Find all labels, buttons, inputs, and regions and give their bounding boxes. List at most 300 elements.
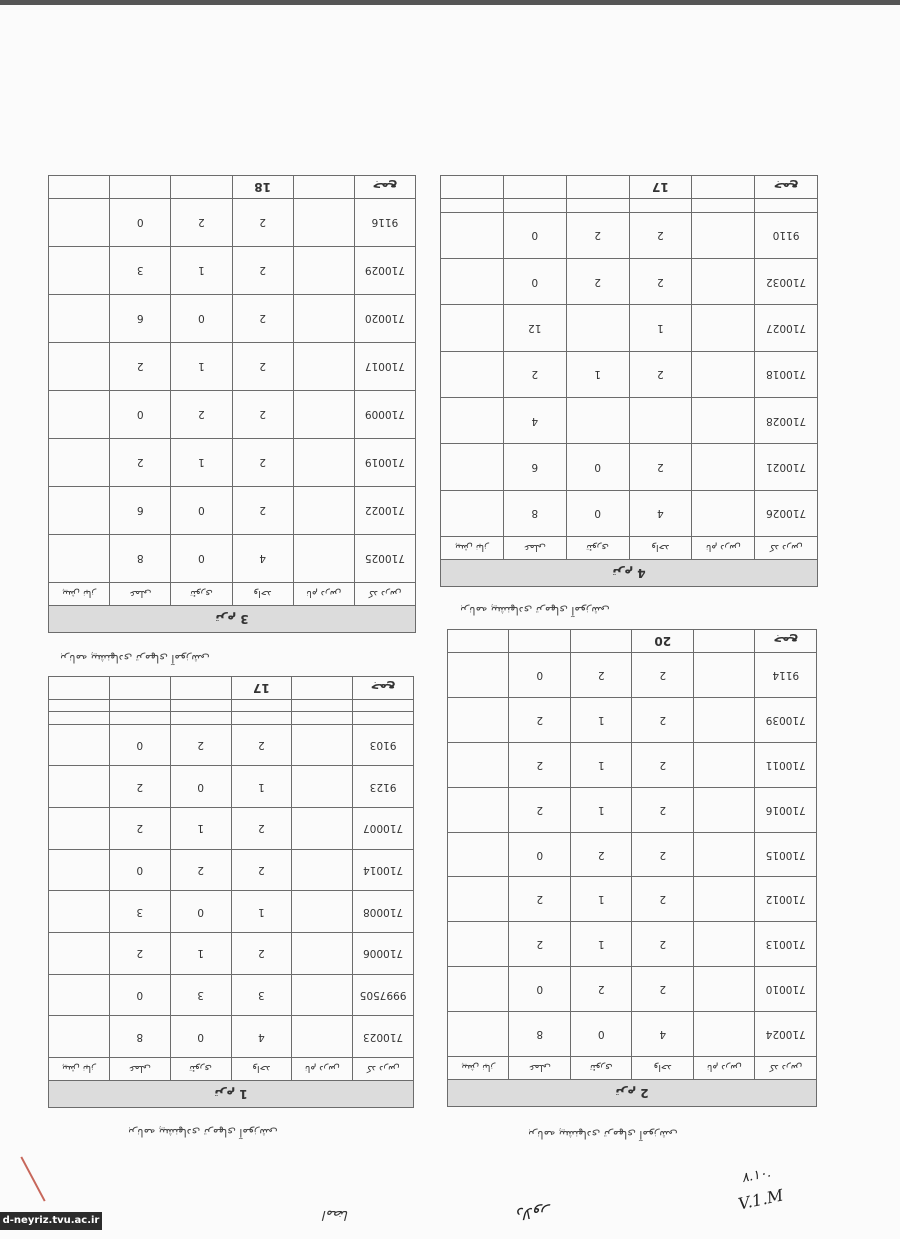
table-row	[441, 444, 818, 490]
prerequisite	[448, 877, 510, 922]
theory-hours: 2	[571, 653, 633, 698]
table-row	[448, 698, 817, 743]
theory-hours	[566, 199, 629, 213]
table-row	[448, 832, 817, 877]
theory-hours: 1	[571, 787, 633, 832]
table-row	[441, 212, 818, 258]
course-name	[292, 766, 353, 808]
column-header: عملی	[509, 1057, 571, 1080]
unit-count: 2	[629, 212, 692, 258]
course-code: 710019	[354, 439, 415, 487]
course-code	[755, 199, 818, 213]
empty-cell	[171, 176, 232, 199]
course-name	[292, 974, 353, 1016]
theory-hours: 1	[171, 439, 232, 487]
prerequisite	[49, 712, 110, 724]
course-code: 710008	[353, 891, 414, 933]
course-code: 710022	[354, 487, 415, 535]
prerequisite	[441, 199, 504, 213]
practical-hours: 4	[503, 398, 566, 444]
practical-hours	[109, 700, 170, 712]
term-2-caption: برنامه پیشنهادی ترمهای آموزشی	[528, 1128, 678, 1141]
empty-cell	[441, 176, 504, 199]
course-name	[692, 444, 755, 490]
unit-count: 2	[232, 343, 293, 391]
practical-hours: 0	[109, 724, 170, 766]
column-header: نام درس	[692, 537, 755, 560]
course-name	[694, 698, 756, 743]
unit-count: 2	[629, 351, 692, 397]
unit-count: 2	[232, 439, 293, 487]
practical-hours: 2	[509, 877, 571, 922]
table-row	[448, 787, 817, 832]
course-code: 710010	[755, 967, 817, 1012]
column-header: کد درس	[354, 583, 415, 606]
course-name	[292, 712, 353, 724]
unit-count: 1	[231, 766, 292, 808]
column-header: واحد	[231, 1058, 292, 1081]
prerequisite	[448, 787, 510, 832]
column-header: کد درس	[755, 537, 818, 560]
unit-count: 2	[231, 849, 292, 891]
course-name	[692, 490, 755, 536]
table-row	[49, 487, 416, 535]
course-code: 710032	[755, 259, 818, 305]
signature-mark-b: V.1.M	[736, 1185, 785, 1214]
practical-hours: 2	[509, 698, 571, 743]
prerequisite	[441, 305, 504, 351]
course-name	[292, 1016, 353, 1058]
prerequisite	[441, 398, 504, 444]
course-name	[692, 259, 755, 305]
unit-count: 2	[232, 295, 293, 343]
practical-hours: 2	[109, 766, 170, 808]
unit-count: 2	[632, 698, 694, 743]
course-name	[694, 1012, 756, 1057]
course-name	[692, 212, 755, 258]
term-title: ترم 3	[49, 606, 416, 633]
total-units: 18	[232, 176, 293, 199]
term-1-table	[48, 676, 414, 1108]
theory-hours: 0	[171, 535, 232, 583]
course-code: 710006	[353, 932, 414, 974]
table-row	[441, 305, 818, 351]
term-4-table	[440, 175, 818, 587]
term-title: ترم 4	[441, 560, 818, 587]
course-name	[692, 199, 755, 213]
column-header: تئوری	[566, 537, 629, 560]
top-edge-bar	[0, 0, 900, 5]
total-spacer	[293, 176, 354, 199]
table-row	[448, 967, 817, 1012]
table-row	[49, 807, 414, 849]
prerequisite	[441, 490, 504, 536]
column-header: واحد	[232, 583, 293, 606]
empty-cell	[109, 677, 170, 700]
column-header: تئوری	[571, 1057, 633, 1080]
total-units: 17	[231, 677, 292, 700]
empty-cell	[566, 176, 629, 199]
course-code: 710009	[354, 391, 415, 439]
theory-hours: 2	[566, 212, 629, 258]
course-code: 710013	[755, 922, 817, 967]
course-name	[694, 832, 756, 877]
theory-hours: 2	[571, 967, 633, 1012]
course-name	[293, 439, 354, 487]
empty-cell	[170, 677, 231, 700]
table-row	[49, 849, 414, 891]
column-header: واحد	[629, 537, 692, 560]
theory-hours: 1	[171, 247, 232, 295]
theory-hours: 1	[170, 807, 231, 849]
course-code: 9116	[354, 199, 415, 247]
course-name	[293, 199, 354, 247]
course-code: 710012	[755, 877, 817, 922]
course-name	[692, 398, 755, 444]
table-row	[49, 974, 414, 1016]
prerequisite	[49, 932, 110, 974]
prerequisite	[49, 807, 110, 849]
course-code: 710017	[354, 343, 415, 391]
practical-hours: 0	[509, 832, 571, 877]
theory-hours: 0	[571, 1012, 633, 1057]
prerequisite	[49, 974, 110, 1016]
prerequisite	[448, 1012, 510, 1057]
practical-hours: 8	[503, 490, 566, 536]
practical-hours: 0	[110, 199, 171, 247]
course-code: 710025	[354, 535, 415, 583]
table-row	[49, 1016, 414, 1058]
prerequisite	[441, 259, 504, 305]
site-watermark: d-neyriz.tvu.ac.ir	[0, 1212, 102, 1230]
total-spacer	[292, 677, 353, 700]
term-3-table	[48, 175, 416, 633]
course-code: 710028	[755, 398, 818, 444]
prerequisite	[49, 439, 110, 487]
course-code: 710011	[755, 742, 817, 787]
course-code: 9103	[353, 724, 414, 766]
table-row	[49, 247, 416, 295]
practical-hours: 6	[503, 444, 566, 490]
prerequisite	[49, 766, 110, 808]
theory-hours: 0	[170, 891, 231, 933]
practical-hours: 8	[110, 535, 171, 583]
prerequisite	[441, 212, 504, 258]
course-code: 710021	[755, 444, 818, 490]
unit-count: 2	[232, 247, 293, 295]
course-name	[694, 967, 756, 1012]
unit-count: 3	[231, 974, 292, 1016]
table-row	[49, 343, 416, 391]
course-code: 710014	[353, 849, 414, 891]
prerequisite	[448, 742, 510, 787]
prerequisite	[49, 487, 110, 535]
table-row	[448, 1012, 817, 1057]
practical-hours: 2	[110, 343, 171, 391]
course-code: 710016	[755, 787, 817, 832]
unit-count: 4	[232, 535, 293, 583]
theory-hours: 0	[171, 487, 232, 535]
course-name	[694, 877, 756, 922]
course-code: 710027	[755, 305, 818, 351]
unit-count: 2	[231, 807, 292, 849]
unit-count	[629, 199, 692, 213]
prerequisite	[448, 832, 510, 877]
table-row	[448, 742, 817, 787]
prerequisite	[49, 535, 110, 583]
table-row	[448, 653, 817, 698]
practical-hours: 0	[503, 259, 566, 305]
practical-hours: 0	[509, 653, 571, 698]
unit-count: 2	[231, 932, 292, 974]
course-code: 9997505	[353, 974, 414, 1016]
course-code: 710039	[755, 698, 817, 743]
prerequisite	[49, 295, 110, 343]
course-code: 710018	[755, 351, 818, 397]
unit-count	[231, 700, 292, 712]
unit-count: 2	[632, 653, 694, 698]
practical-hours: 8	[109, 1016, 170, 1058]
course-name	[692, 305, 755, 351]
column-header: پیش نیاز	[49, 1058, 110, 1081]
unit-count: 2	[231, 724, 292, 766]
column-header: پیش نیاز	[49, 583, 110, 606]
empty-cell	[509, 630, 571, 653]
table-row	[441, 490, 818, 536]
theory-hours	[170, 700, 231, 712]
unit-count: 2	[232, 391, 293, 439]
term-title: ترم 1	[49, 1081, 414, 1108]
unit-count: 4	[632, 1012, 694, 1057]
column-header: نام درس	[694, 1057, 756, 1080]
term-3-caption: برنامه پیشنهادی ترمهای آموزشی	[60, 652, 210, 665]
practical-hours: 6	[110, 487, 171, 535]
course-code: 9114	[755, 653, 817, 698]
unit-count: 2	[629, 444, 692, 490]
course-name	[694, 787, 756, 832]
course-name	[292, 724, 353, 766]
practical-hours: 0	[503, 212, 566, 258]
practical-hours	[503, 199, 566, 213]
pin-icon	[20, 1156, 45, 1201]
total-label: جمع	[755, 176, 818, 199]
prerequisite	[448, 653, 510, 698]
total-label: جمع	[353, 677, 414, 700]
theory-hours: 1	[566, 351, 629, 397]
table-row	[49, 724, 414, 766]
practical-hours: 2	[503, 351, 566, 397]
practical-hours: 6	[110, 295, 171, 343]
table-row	[441, 351, 818, 397]
course-name	[292, 891, 353, 933]
table-row	[49, 391, 416, 439]
course-name	[293, 487, 354, 535]
theory-hours: 0	[171, 295, 232, 343]
practical-hours: 3	[110, 247, 171, 295]
column-header: نام درس	[292, 1058, 353, 1081]
course-name	[293, 535, 354, 583]
empty-cell	[49, 677, 110, 700]
signature-mark-c: دلاور	[517, 1204, 549, 1223]
table-row	[448, 922, 817, 967]
practical-hours: 0	[109, 974, 170, 1016]
theory-hours: 2	[170, 724, 231, 766]
prerequisite	[448, 922, 510, 967]
practical-hours: 3	[109, 891, 170, 933]
theory-hours	[566, 398, 629, 444]
column-header: عملی	[503, 537, 566, 560]
course-name	[292, 700, 353, 712]
prerequisite	[49, 1016, 110, 1058]
unit-count: 2	[632, 877, 694, 922]
column-header: عملی	[109, 1058, 170, 1081]
table-row	[49, 535, 416, 583]
unit-count: 2	[232, 487, 293, 535]
unit-count: 2	[632, 742, 694, 787]
unit-count: 4	[629, 490, 692, 536]
course-name	[694, 922, 756, 967]
course-code	[353, 700, 414, 712]
practical-hours: 2	[509, 742, 571, 787]
column-header: تئوری	[171, 583, 232, 606]
total-units: 20	[632, 630, 694, 653]
unit-count: 2	[629, 259, 692, 305]
prerequisite	[448, 967, 510, 1012]
practical-hours: 8	[509, 1012, 571, 1057]
theory-hours: 1	[171, 343, 232, 391]
theory-hours	[566, 305, 629, 351]
prerequisite	[49, 849, 110, 891]
prerequisite	[49, 891, 110, 933]
table-row	[448, 877, 817, 922]
term-title: ترم 2	[448, 1080, 817, 1107]
theory-hours: 3	[170, 974, 231, 1016]
term-2-table	[447, 629, 817, 1107]
table-row	[441, 398, 818, 444]
table-row	[49, 932, 414, 974]
signature-mark-a: ٨.١٠.	[740, 1165, 773, 1187]
column-header: عملی	[110, 583, 171, 606]
column-header: کد درس	[353, 1058, 414, 1081]
empty-cell	[110, 176, 171, 199]
unit-count: 2	[632, 967, 694, 1012]
table-row	[49, 891, 414, 933]
table-row	[441, 259, 818, 305]
total-spacer	[692, 176, 755, 199]
table-row	[49, 766, 414, 808]
table-row	[49, 295, 416, 343]
empty-cell	[503, 176, 566, 199]
term-1-caption: برنامه پیشنهادی ترمهای آموزشی	[128, 1126, 278, 1139]
signature-mark-d: امضا	[323, 1207, 349, 1222]
unit-count	[231, 712, 292, 724]
course-code: 9123	[353, 766, 414, 808]
practical-hours: 0	[509, 967, 571, 1012]
unit-count: 2	[632, 787, 694, 832]
prerequisite	[448, 698, 510, 743]
course-code: 710015	[755, 832, 817, 877]
prerequisite	[441, 444, 504, 490]
column-header: واحد	[632, 1057, 694, 1080]
unit-count: 1	[231, 891, 292, 933]
theory-hours: 1	[571, 922, 633, 967]
course-code: 710026	[755, 490, 818, 536]
table-row	[49, 712, 414, 724]
prerequisite	[49, 391, 110, 439]
course-code: 710029	[354, 247, 415, 295]
course-name	[293, 391, 354, 439]
unit-count: 4	[231, 1016, 292, 1058]
theory-hours: 2	[171, 391, 232, 439]
unit-count: 2	[632, 832, 694, 877]
total-units: 17	[629, 176, 692, 199]
course-name	[694, 653, 756, 698]
empty-cell	[49, 176, 110, 199]
theory-hours: 2	[566, 259, 629, 305]
course-name	[292, 932, 353, 974]
empty-cell	[448, 630, 510, 653]
theory-hours: 2	[571, 832, 633, 877]
prerequisite	[49, 247, 110, 295]
course-name	[692, 351, 755, 397]
empty-cell	[571, 630, 633, 653]
column-header: نام درس	[293, 583, 354, 606]
table-row	[49, 199, 416, 247]
table-row	[441, 199, 818, 213]
theory-hours: 1	[170, 932, 231, 974]
theory-hours: 0	[566, 444, 629, 490]
table-row	[49, 439, 416, 487]
prerequisite	[441, 351, 504, 397]
column-header: تئوری	[170, 1058, 231, 1081]
column-header: پیش نیاز	[441, 537, 504, 560]
course-name	[293, 247, 354, 295]
course-name	[292, 807, 353, 849]
theory-hours: 1	[571, 742, 633, 787]
course-code: 9110	[755, 212, 818, 258]
unit-count: 2	[632, 922, 694, 967]
prerequisite	[49, 724, 110, 766]
theory-hours: 0	[170, 766, 231, 808]
prerequisite	[49, 700, 110, 712]
course-code: 710020	[354, 295, 415, 343]
course-code: 710023	[353, 1016, 414, 1058]
course-name	[292, 849, 353, 891]
unit-count: 2	[232, 199, 293, 247]
course-name	[293, 343, 354, 391]
theory-hours: 2	[170, 849, 231, 891]
course-code	[353, 712, 414, 724]
column-header: پیش نیاز	[448, 1057, 510, 1080]
theory-hours	[170, 712, 231, 724]
course-code: 710007	[353, 807, 414, 849]
theory-hours: 1	[571, 877, 633, 922]
theory-hours: 1	[571, 698, 633, 743]
practical-hours: 0	[109, 849, 170, 891]
practical-hours: 2	[509, 922, 571, 967]
unit-count	[629, 398, 692, 444]
prerequisite	[49, 199, 110, 247]
total-label: جمع	[755, 630, 817, 653]
course-name	[694, 742, 756, 787]
practical-hours: 2	[110, 439, 171, 487]
table-row	[49, 700, 414, 712]
practical-hours: 0	[110, 391, 171, 439]
practical-hours: 2	[109, 932, 170, 974]
prerequisite	[49, 343, 110, 391]
course-code: 710024	[755, 1012, 817, 1057]
course-name	[293, 295, 354, 343]
